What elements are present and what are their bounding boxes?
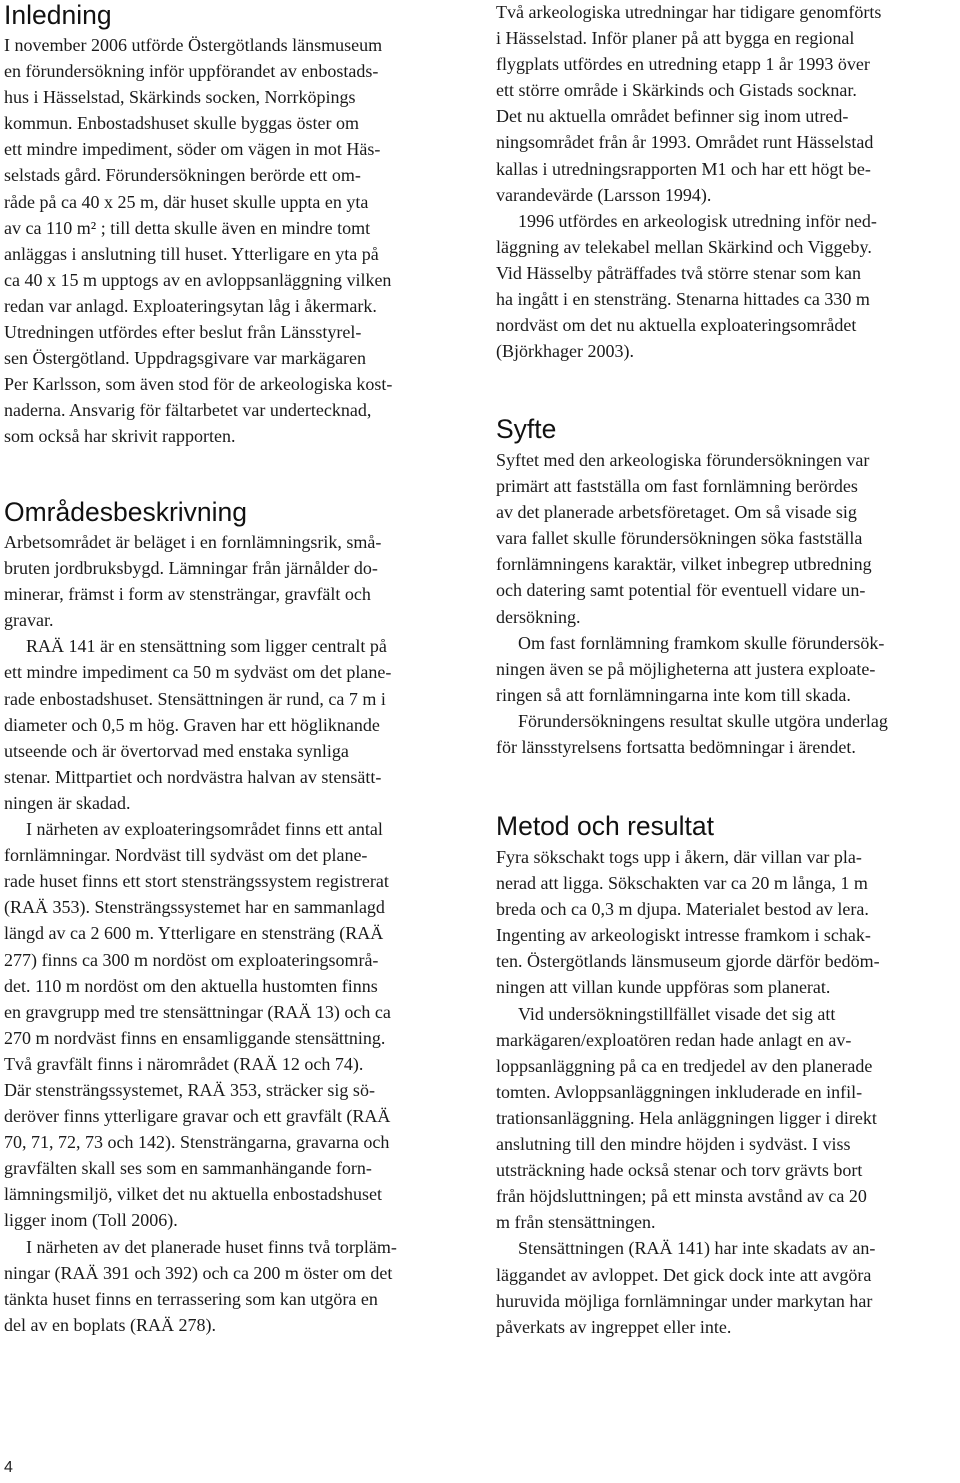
section-inledning	[4, 0, 466, 450]
paragraph: RAÄ 141 är en stensättning som ligger centralt på ett mindre impediment ca 50 m sydväst om det plane- rade enbostadshuset. Stensättningen är rund, ca 7 m i diameter och 0,5 m hög. Graven har ett högliknande utseende och är övertorvad med enstaka synliga stenar. Mittpartiet och nordvästra halvan av stensätt- ningen är skadad.	[4, 636, 392, 813]
paragraph: I närheten av det planerade huset finns två torpläm- ningar (RAÄ 391 och 392) och ca 200 m öster om det tänkta huset finns en terrassering som kan utgöra en del av en boplats (RAÄ 278).	[4, 1236, 397, 1335]
paragraph: Arbetsområdet är beläget i en fornlämningsrik, små- bruten jordbruksbygd. Lämningar från järnålder do- minerar, främst i form av stensträngar, gravfält och gravar.	[4, 532, 382, 631]
section-metod-och-resultat	[496, 811, 958, 1340]
paragraph: Fyra sökschakt togs upp i åkern, där villan var pla- nerad att ligga. Sökschakten var ca 20 m långa, 1 m breda och ca 0,3 m djupa. Materialet bestod av lera. Ingenting av arkeologiskt intresse framkom i schak- ten. Östergötlands länsmuseum gjorde därför bedöm- ningen att villan kunde uppföras som planerat.	[496, 847, 880, 998]
paragraph: Två arkeologiska utredningar har tidigare genomförts i Hässelstad. Inför planer på att bygga en regional flygplats utfördes en utredning etapp 1 år 1993 över ett större område i Skärkinds och Gistads socknar. Det nu aktuella området befinner sig inom utred- ningsområdet från år 1993. Området runt Hässelstad kallas i utredningsrapporten M1 och har ett högt be- varandevärde (Larsson 1994).	[496, 2, 882, 205]
section-omradesbeskrivning	[4, 497, 466, 1338]
heading-omradesbeskrivning: Områdesbeskrivning	[4, 497, 248, 527]
section-syfte	[496, 414, 958, 760]
paragraph: Vid undersökningstillfället visade det sig att markägaren/exploatören redan hade anlagt en av- loppsanläggning på ca en tredjedel av den planerade tomten. Avloppsanläggningen inkluderade en infil- trationsanläggning. Hela anläggningen ligger i direkt anslutning till den mindre höjden i sydväst. I viss utsträckning hade också stenar och torv grävts bort från höjdsluttningen; på ett minsta avstånd av ca 20 m från stensättningen.	[496, 1003, 877, 1233]
paragraph: Förundersökningens resultat skulle utgöra underlag för länsstyrelsens fortsatta bedömningar i ärendet.	[496, 710, 888, 758]
heading-syfte: Syfte	[496, 414, 557, 444]
paragraph: I november 2006 utförde Östergötlands länsmuseum en förundersökning inför uppförandet av enbostads- hus i Hässelstad, Skärkinds socken, Norrköpings kommun. Enbostadshuset skulle byggas öster om ett mindre impediment, söder om vägen in mot Häs- selstads gård. Förundersökningen berörde ett om- råde på ca 40 x 25 m, där huset skulle uppta en yta av ca 110 m² ; till detta skulle även en mindre tomt anläggas i anslutning till huset. Ytterligare en yta på ca 40 x 15 m upptogs av en avloppsanläggning vilken redan var anlagd. Exploateringsytan låg i åkermark.	[4, 35, 392, 316]
heading-inledning: Inledning	[4, 0, 112, 30]
paragraph: Utredningen utfördes efter beslut från Länsstyrel- sen Östergötland. Uppdragsgivare var markägaren Per Karlsson, som även stod för de arkeologiska kost- naderna. Ansvarig för fältarbetet var undertecknad, som också har skrivit rapporten.	[4, 322, 393, 447]
paragraph: Syftet med den arkeologiska förundersökningen var primärt att fastställa om fast fornlämning berördes av det planerade arbetsföretaget. Om så visade sig vara fallet skulle förundersökningen söka fastställa fornlämningens karaktär, vilket inbegrep utbredning och datering samt potential för eventuell vidare un- dersökning.	[496, 450, 872, 627]
paragraph: I närheten av exploateringsområdet finns ett antal fornlämningar. Nordväst till sydväst om det plane- rade huset finns ett stort stensträngssystem registrerat (RAÄ 353). Stensträngssystemet har en sammanlagd längd av ca 2 600 m. Ytterligare en stensträng (RAÄ 277) finns ca 300 m nordöst om exploateringsområ- det. 110 m nordöst om den aktuella hustomten finns en gravgrupp med tre stensättningar (RAÄ 13) och ca 270 m nordväst finns en ensamliggande stensättning. Två gravfält finns i närområdet (RAÄ 12 och 74). Där stensträngssystemet, RAÄ 353, sträcker sig sö- deröver finns ytterligare gravar och ett gravfält (RAÄ 70, 71, 72, 73 och 142). Stensträngarna, gravarna och gravfälten skall ses som en sammanhängande forn- lämningsmiljö, vilket det nu aktuella enbostadshuset ligger inom (Toll 2006).	[4, 819, 391, 1231]
section-intro-right	[496, 0, 958, 364]
heading-metod-och-resultat: Metod och resultat	[496, 811, 715, 841]
paragraph: 1996 utfördes en arkeologisk utredning inför ned- läggning av telekabel mellan Skärkind och Viggeby. Vid Hässelby påträffades två större stenar som kan ha ingått i en stensträng. Stenarna hittades ca 330 m nordväst om det nu aktuella exploateringsområdet (Björkhager 2003).	[496, 210, 877, 362]
paragraph: Om fast fornlämning framkom skulle förundersök- ningen även se på möjligheterna att justera exploate- ringen så att fornlämningarna inte kom till skada.	[496, 632, 885, 705]
page-number: 4	[4, 1459, 13, 1476]
paragraph: Stensättningen (RAÄ 141) har inte skadats av an- läggandet av avloppet. Det gick dock inte att avgöra huruvida möjliga fornlämningar under markytan har påverkats av ingreppet eller inte.	[496, 1238, 876, 1337]
